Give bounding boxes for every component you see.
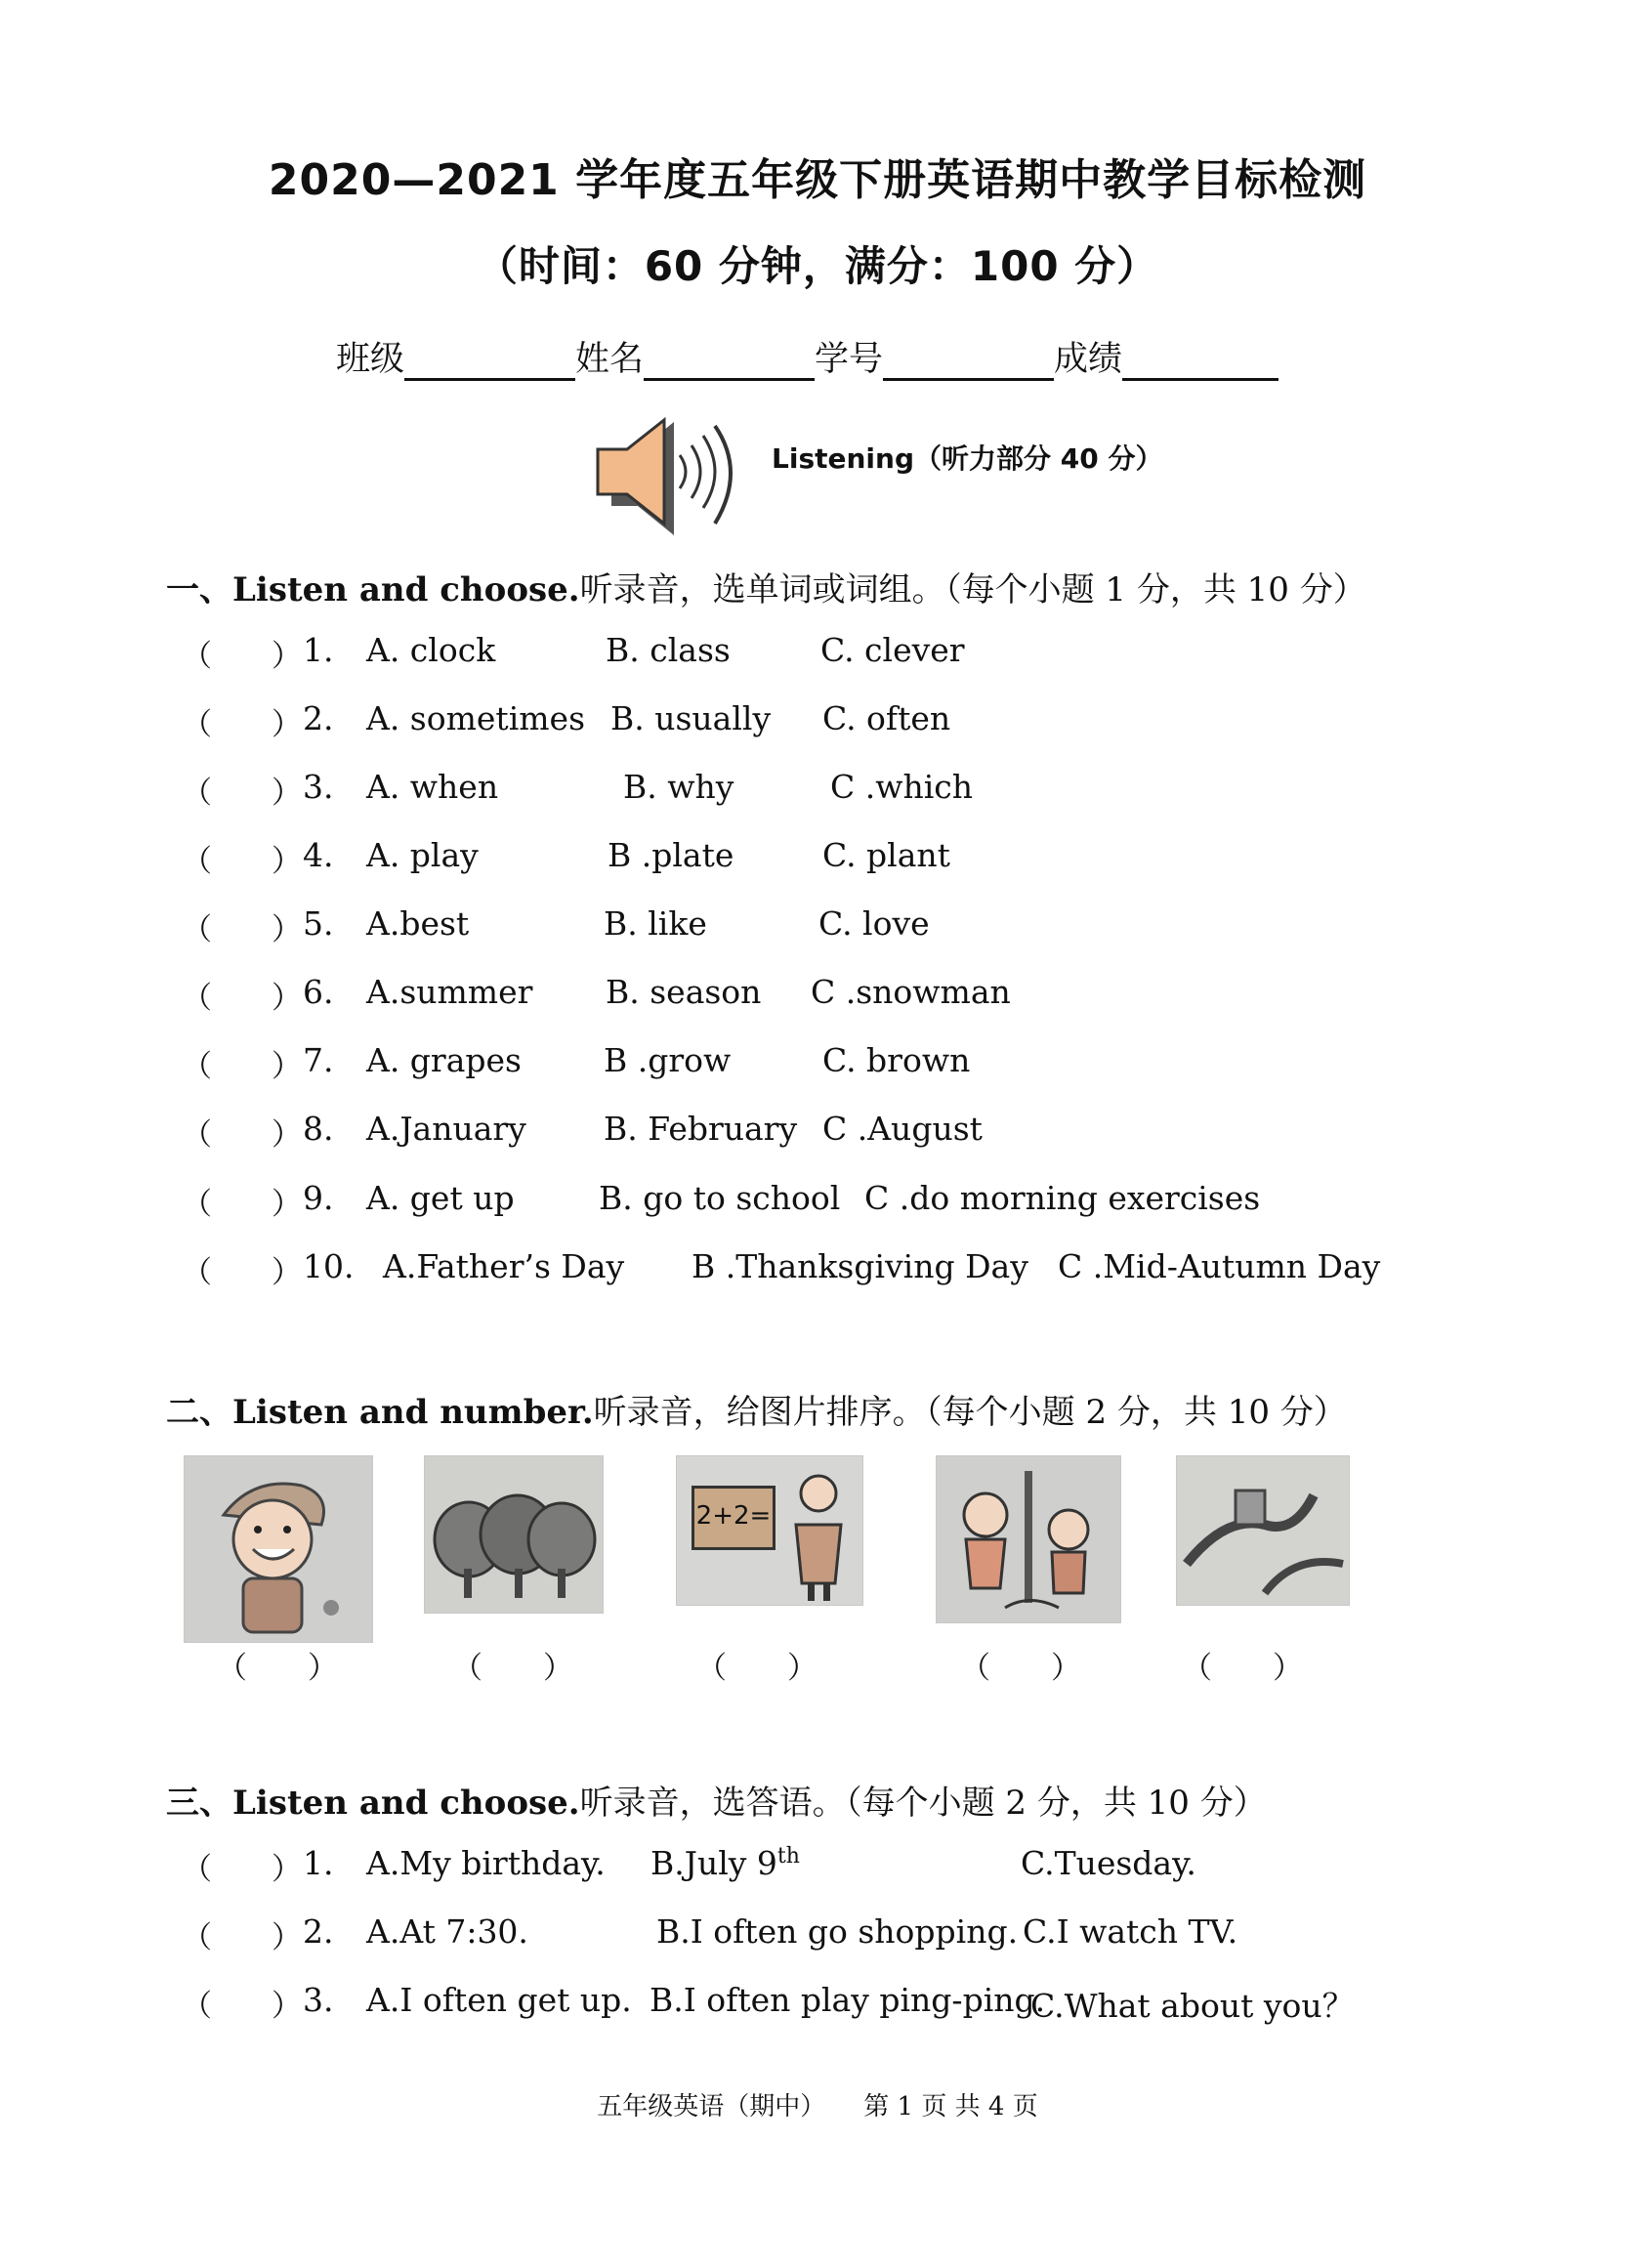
section1-heading-cn: 听录音，选单词或词组。（每个小题 1 分，共 10 分）: [579, 570, 1366, 609]
section3-heading-cn: 听录音，选答语。（每个小题 2 分，共 10 分）: [579, 1784, 1267, 1823]
picture-5-paren[interactable]: （ ）: [1182, 1651, 1303, 1686]
picture-3-paren[interactable]: （ ）: [696, 1651, 818, 1686]
answer-paren-close[interactable]: ）: [272, 981, 302, 1016]
answer-paren-open[interactable]: （: [182, 639, 212, 674]
answer-paren-close[interactable]: ）: [272, 1920, 302, 1955]
option-a[interactable]: A.summer: [366, 973, 533, 1011]
answer-paren-open[interactable]: （: [182, 1852, 212, 1887]
option-a[interactable]: A. sometimes: [366, 699, 586, 737]
question-row: [0, 631, 1635, 680]
score-label: 成绩: [1054, 340, 1123, 379]
page-footer: 五年级英语（期中） 第 1 页 共 4 页: [597, 2092, 1038, 2121]
answer-paren-close[interactable]: ）: [272, 1049, 302, 1084]
option-b[interactable]: B.I often go shopping.: [656, 1912, 1019, 1951]
page-title: 2020—2021 学年度五年级下册英语期中教学目标检测: [268, 155, 1367, 205]
option-a[interactable]: A.My birthday.: [366, 1844, 606, 1882]
question-number: 2.: [303, 699, 334, 737]
option-b[interactable]: B. usually: [610, 699, 772, 737]
question-row: [0, 1981, 1635, 2030]
option-c[interactable]: C. clever: [820, 631, 965, 669]
option-c[interactable]: C .do morning exercises: [864, 1179, 1261, 1217]
question-row: [0, 1179, 1635, 1228]
question-row: [0, 699, 1635, 748]
answer-paren-close[interactable]: ）: [272, 1117, 302, 1153]
kids-planting-picture: [936, 1455, 1121, 1623]
ordinal-suffix: th: [776, 1844, 800, 1869]
teacher-figure: [784, 1466, 853, 1603]
teacher-picture: [676, 1455, 863, 1606]
option-b[interactable]: B .plate: [608, 836, 734, 874]
answer-paren-close[interactable]: ）: [272, 844, 302, 879]
answer-paren-close[interactable]: ）: [272, 1255, 302, 1290]
answer-paren-open[interactable]: （: [182, 707, 212, 742]
question-row: [0, 768, 1635, 817]
option-b[interactable]: B .grow: [604, 1041, 732, 1079]
question-row: [0, 1912, 1635, 1961]
question-number: 3.: [303, 768, 334, 806]
option-b[interactable]: B. go to school: [599, 1179, 841, 1217]
section3-heading: [166, 1776, 1267, 1824]
question-number: 10.: [303, 1247, 355, 1285]
option-c[interactable]: C.What about you？: [1030, 1987, 1355, 2025]
question-row: [0, 1844, 1635, 1893]
answer-paren-close[interactable]: ）: [272, 1187, 302, 1222]
option-a[interactable]: A.best: [366, 904, 470, 943]
score-blank: [1122, 339, 1279, 381]
option-a[interactable]: A. play: [366, 836, 479, 874]
boy-picture: [184, 1455, 373, 1643]
option-b[interactable]: B.July 9th: [650, 1844, 800, 1882]
section3-heading-en: 三、Listen and choose.: [166, 1784, 580, 1823]
question-row: [0, 973, 1635, 1022]
question-row: [0, 1247, 1635, 1296]
student-id-blank: [883, 339, 1054, 381]
question-row: [0, 1110, 1635, 1158]
option-c[interactable]: C.Tuesday.: [1021, 1844, 1196, 1882]
section1-heading: [166, 563, 1366, 610]
answer-paren-open[interactable]: （: [182, 1989, 212, 2024]
option-b[interactable]: B.I often play ping-ping.: [650, 1981, 1046, 2019]
question-number: 9.: [303, 1179, 334, 1217]
answer-paren-open[interactable]: （: [182, 912, 212, 947]
option-b[interactable]: B. class: [606, 631, 731, 669]
question-number: 1.: [303, 631, 334, 669]
option-a[interactable]: A.Father’s Day: [383, 1247, 625, 1285]
student-id-label: 学号: [815, 340, 884, 379]
question-row: [0, 904, 1635, 953]
option-b[interactable]: B. like: [604, 904, 707, 943]
blackboard: 2+2=: [692, 1486, 776, 1550]
question-number: 5.: [303, 904, 334, 943]
question-row: [0, 836, 1635, 885]
option-a[interactable]: A. get up: [366, 1179, 515, 1217]
answer-paren-open[interactable]: （: [182, 1049, 212, 1084]
question-number: 1.: [303, 1844, 334, 1882]
trees-picture: [424, 1455, 604, 1614]
question-number: 8.: [303, 1110, 334, 1148]
option-c[interactable]: C. often: [822, 699, 951, 737]
answer-paren-open[interactable]: （: [182, 1117, 212, 1153]
option-c[interactable]: C .August: [822, 1110, 983, 1148]
option-c[interactable]: C. plant: [822, 836, 950, 874]
picture-2-paren[interactable]: （ ）: [452, 1651, 573, 1686]
listening-header: Listening（听力部分 40 分）: [772, 442, 1163, 475]
question-number: 6.: [303, 973, 334, 1011]
name-blank: [644, 339, 815, 381]
option-c[interactable]: C. brown: [822, 1041, 971, 1079]
option-a[interactable]: A. when: [366, 768, 499, 806]
answer-paren-open[interactable]: （: [182, 776, 212, 811]
picture-1-paren[interactable]: （ ）: [217, 1651, 338, 1686]
question-number: 2.: [303, 1912, 334, 1951]
speaker-icon: [590, 408, 766, 535]
answer-paren-open[interactable]: （: [182, 981, 212, 1016]
option-c[interactable]: C .Mid-Autumn Day: [1058, 1247, 1381, 1285]
answer-paren-close[interactable]: ）: [272, 1989, 302, 2024]
option-b[interactable]: B. season: [606, 973, 762, 1011]
question-number: 7.: [303, 1041, 334, 1079]
student-info-line: [336, 332, 1279, 381]
section2-heading-en: 二、Listen and number.: [166, 1393, 594, 1432]
option-c[interactable]: C.I watch TV.: [1023, 1912, 1238, 1951]
answer-paren-open[interactable]: （: [182, 844, 212, 879]
name-label: 姓名: [575, 340, 645, 379]
answer-paren-close[interactable]: ）: [272, 912, 302, 947]
option-b[interactable]: B .Thanksgiving Day: [692, 1247, 1028, 1285]
great-wall-picture: [1176, 1455, 1350, 1606]
question-number: 4.: [303, 836, 334, 874]
answer-paren-close[interactable]: ）: [272, 707, 302, 742]
page-subtitle: （时间：60 分钟，满分：100 分）: [476, 242, 1159, 290]
question-number: 3.: [303, 1981, 334, 2019]
option-b[interactable]: B. why: [623, 768, 734, 806]
option-c[interactable]: C .snowman: [811, 973, 1011, 1011]
section2-heading: [166, 1385, 1347, 1433]
option-b[interactable]: B. February: [604, 1110, 798, 1148]
picture-4-paren[interactable]: （ ）: [960, 1651, 1081, 1686]
answer-paren-close[interactable]: ）: [272, 776, 302, 811]
option-a[interactable]: A. clock: [366, 631, 496, 669]
answer-paren-open[interactable]: （: [182, 1920, 212, 1955]
option-a[interactable]: A.January: [366, 1110, 526, 1148]
class-blank: [404, 339, 575, 381]
answer-paren-open[interactable]: （: [182, 1255, 212, 1290]
option-a[interactable]: A. grapes: [366, 1041, 522, 1079]
answer-paren-open[interactable]: （: [182, 1187, 212, 1222]
class-label: 班级: [336, 340, 405, 379]
section1-heading-en: 一、Listen and choose.: [166, 570, 580, 609]
answer-paren-close[interactable]: ）: [272, 639, 302, 674]
option-a[interactable]: A.At 7:30.: [366, 1912, 528, 1951]
question-row: [0, 1041, 1635, 1090]
option-c[interactable]: C. love: [818, 904, 930, 943]
option-a[interactable]: A.I often get up.: [366, 1981, 632, 2019]
option-c[interactable]: C .which: [830, 768, 974, 806]
answer-paren-close[interactable]: ）: [272, 1852, 302, 1887]
section2-heading-cn: 听录音，给图片排序。（每个小题 2 分，共 10 分）: [593, 1393, 1347, 1432]
